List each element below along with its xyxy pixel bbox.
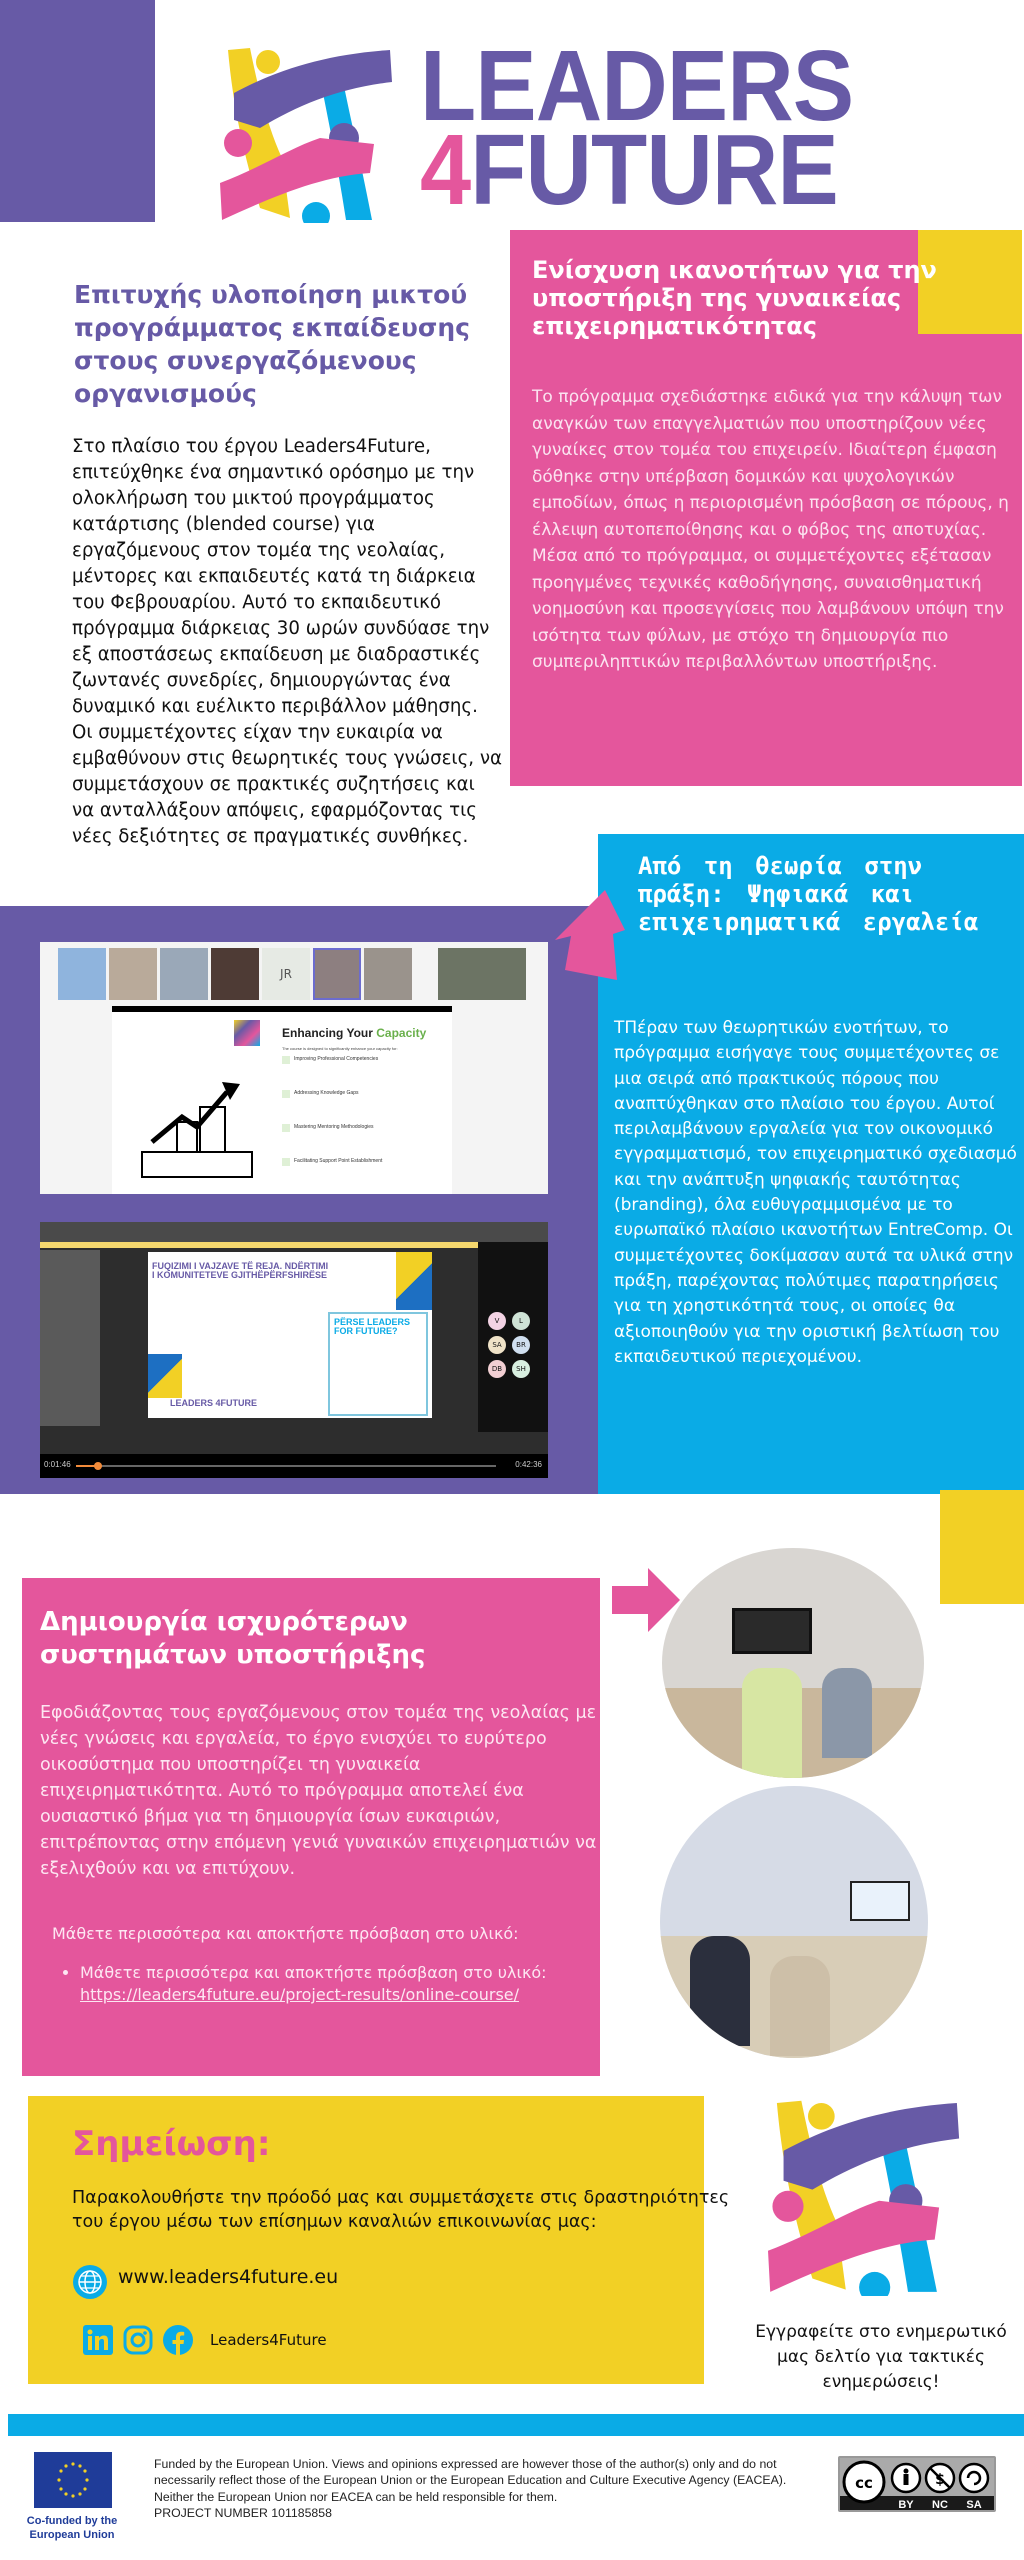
note-body: Παρακολουθήστε την πρόοδό μας και συμμετάσχετε στις δραστηριότητες του έργου μέσω των επίσημων καναλιών επικοινωνίας μας: <box>72 2188 730 2232</box>
leaders4future-logo-mark <box>768 2100 968 2296</box>
slide-items: Improving Professional Competencies Addressing Knowledge Gaps Mastering Mentoring Methodologies Facilitating Support Point Establishment <box>282 1056 442 1192</box>
time-elapsed: 0:01:46 <box>44 1460 71 1469</box>
capacity-body: Το πρόγραμμα σχεδιάστηκε ειδικά για την κάλυψη των αναγκών των επαγγελματιών που υποστηρίζουν νέες γυναίκες στον τομέα του επιχειρείν. Ιδιαίτερη έμφαση δόθηκε στην υπέρβαση δομικών και ψυχολογικών εμποδίων, όπως η περιορισμένη πρόσβαση σε πόρους, η έλλειψη αυτοπεποίθησης και ο φόβος της αποτυχίας. Μέσα από το πρόγραμμα, οι συμμετέχοντες εξέτασαν προηγμένες τεχνικές καθοδήγησης, συναισθηματική νοημοσύνη και προσεγγίσεις που λαμβάνουν υπόψη την ισότητα των φύλων, με στόχο τη δημιουργία πιο συμπεριληπτικών περιβαλλόντων υποστήριξης. <box>532 387 1009 672</box>
avatar: BR <box>512 1336 530 1354</box>
eu-cofunded-caption: Co-funded by the European Union <box>26 2515 118 2541</box>
footer-divider <box>8 2414 1024 2436</box>
project-number: PROJECT NUMBER 101185858 <box>154 2506 332 2521</box>
support-title: Δημιουργία ισχυρότερων συστημάτων υποστήριξης <box>40 1607 426 1670</box>
eu-flag-icon <box>34 2452 112 2508</box>
participant-tile <box>438 948 526 1000</box>
social-handle: Leaders4Future <box>210 2331 327 2349</box>
funding-disclaimer: Funded by the European Union. Views and opinions expressed are however those of the author(s) only and do not necessarily reflect those of the European Union or the European Education and Culture Executive Agency (EACEA). Neither the European Union nor EACEA can be held responsible for them. PROJECT NUMBER 101185858 <box>154 2456 814 2522</box>
svg-text:NC: NC <box>932 2499 948 2510</box>
social-links <box>82 2322 327 2358</box>
side-heading: PËRSE LEADERS FOR FUTURE? <box>334 1317 411 1336</box>
presentation-slide <box>148 1252 432 1418</box>
workshop-photo-1 <box>662 1548 924 1778</box>
globe-icon <box>72 2264 108 2300</box>
growth-illustration <box>122 1062 272 1182</box>
online-course-link[interactable]: https://leaders4future.eu/project-results/online-course/ <box>80 1985 520 2004</box>
slide-thumbnails <box>40 1250 100 1426</box>
logo-future: FUTURE <box>470 114 838 226</box>
participant-tile <box>58 948 106 1000</box>
slide-title: Enhancing Your Capacity <box>282 1026 427 1040</box>
tools-body: ΤΠέραν των θεωρητικών ενοτήτων, το πρόγραμμα εισήγαγε τους συμμετέχοντες σε μια σειρά από πρακτικούς πόρους που αναπτύχθηκαν στο πλαίσιο του έργου. Αυτοί περιλαμβάνουν εργαλεία για τον οικονομικό εγγραμματισμό, τον επιχειρηματικό σχεδιασμό και την ανάπτυξη ψηφιακής ταυτότητας (branding), όλα ευθυγραμμισμένα με το ευρωπαϊκό πλαίσιο ικανοτήτων EntreComp. Οι συμμετέχοντες δοκίμασαν αυτά τα υλικά στην πράξη, παρέχοντας πολύτιμες παρατηρήσεις για τη χρηστικότητά τους, οι οποίες θα αξιοποιηθούν για την οριστική βελτίωση του εκπαιδευτικού περιεχομένου. <box>614 1018 1017 1367</box>
avatar: L <box>512 1312 530 1330</box>
blended-course-title: Επιτυχής υλοποίηση μικτού προγράμματος εκπαίδευσης στους συνεργαζόμενους οργανισμούς <box>74 280 470 408</box>
svg-text:$: $ <box>935 2472 945 2488</box>
svg-text:SA: SA <box>966 2499 982 2510</box>
resource-list <box>58 1962 578 2006</box>
slide-intro: The course is designed to significantly enhance your capacity for: <box>282 1046 398 1051</box>
tv-screen <box>732 1608 812 1654</box>
support-body: Εφοδιάζοντας τους εργαζόμενους στον τομέα της νεολαίας με νέες γνώσεις και εργαλεία, το έργο ενισχύει το ευρύτερο οικοσύστημα που υποστηρίζει τη γυναικεία επιχειρηματικότητα. Αυτό το πρόγραμμα αποτελεί ένα ουσιαστικό βήμα για τη δημιουργία ίσων ευκαιριών, επιτρέποντας στην επόμενη γενιά γυναικών επιχειρηματιών να εξελιχθούν και να επιτύχουν. <box>40 1703 597 1879</box>
pink-arrow-icon <box>555 890 625 980</box>
logo-line-leaders: LEADERS <box>420 30 854 142</box>
video-progress-slider[interactable] <box>76 1465 496 1467</box>
learn-more-text: Μάθετε περισσότερα και αποκτήστε πρόσβαση στο υλικό: <box>52 1924 519 1943</box>
logo-line-4future <box>420 114 853 226</box>
facebook-icon[interactable] <box>162 2324 194 2356</box>
slide-logo: LEADERS 4FUTURE <box>170 1398 258 1408</box>
participant-tile <box>313 948 361 1000</box>
workshop-photo-2 <box>660 1786 928 2058</box>
avatar: DB <box>488 1360 506 1378</box>
svg-text:BY: BY <box>898 2499 914 2510</box>
tools-title: Από τη θεωρία στην πράξη: Ψηφιακά και επιχειρηματικά εργαλεία <box>638 852 979 936</box>
avatar: SA <box>488 1336 506 1354</box>
presentation-recording-screenshot <box>40 1222 548 1478</box>
slide <box>112 1012 452 1194</box>
participants-panel <box>478 1242 548 1432</box>
leaders4future-logo-text <box>420 30 854 226</box>
instagram-icon[interactable] <box>122 2324 154 2356</box>
cc-by-nc-sa-icon <box>840 2458 994 2510</box>
participant-initials: JR <box>262 948 310 1000</box>
logo-four: 4 <box>420 114 471 226</box>
avatar: V <box>488 1312 506 1330</box>
time-total: 0:42:36 <box>515 1460 542 1469</box>
linkedin-icon[interactable] <box>82 2324 114 2356</box>
list-item: • Μάθετε περισσότερα και αποκτήστε πρόσβαση στο υλικό: https://leaders4future.eu/project-results/online-course/ <box>80 1962 578 2006</box>
svg-text:cc: cc <box>855 2474 873 2492</box>
leaders4future-logo-mark <box>220 48 400 223</box>
online-meeting-screenshot <box>40 942 548 1194</box>
participant-tile <box>160 948 208 1000</box>
website-link[interactable]: www.leaders4future.eu <box>118 2266 339 2288</box>
video-player-bar <box>40 1454 548 1478</box>
participant-tile <box>109 948 157 1000</box>
participant-tile <box>364 948 412 1000</box>
decorative-yellow-square <box>940 1490 1024 1604</box>
logo-thumbnail <box>234 1020 260 1046</box>
capacity-title: Ενίσχυση ικανοτήτων για την υποστήριξη της γυναικείας επιχειρηματικότητας <box>532 256 937 340</box>
avatar: SH <box>512 1360 530 1378</box>
slide-heading: FUQIZIMI I VAJZAVE TË REJA. NDËRTIMI I KOMUNITETEVE GJITHËPËRFSHIRËSE <box>152 1261 329 1280</box>
notification-bar <box>40 1242 480 1248</box>
decorative-purple-block <box>0 0 155 222</box>
note-title: Σημείωση: <box>72 2124 271 2164</box>
newsletter-text: Εγγραφείτε στο ενημερωτικό μας δελτίο για τακτικές ενημερώσεις! <box>755 2322 1007 2392</box>
blended-course-body: Στο πλαίσιο του έργου Leaders4Future, επιτεύχθηκε ένα σημαντικό ορόσημο με την ολοκλήρωση του μικτού προγράμματος κατάρτισης (blended course) για εργαζόμενους στον τομέα της νεολαίας, μέντορες και εκπαιδευτές κατά τη διάρκεια του Φεβρουαρίου. Αυτό το εκπαιδευτικό πρόγραμμα διάρκειας 30 ωρών συνδύασε την εξ αποστάσεως εκπαίδευση με διαδραστικές ζωντανές συνεδρίες, δημιουργώντας ένα δυναμικό και ευέλικτο περιβάλλον μάθησης. Οι συμμετέχοντες είχαν την ευκαιρία να εμβαθύνουν στις θεωρητικές τους γνώσεις, να συμμετάσχουν σε πρακτικές συζητήσεις και να ανταλλάξουν απόψεις, εφαρμόζοντας τις νέες δεξιότητες σε πραγματικές συνθήκες. <box>72 436 502 847</box>
progress-thumb[interactable] <box>94 1462 102 1470</box>
participant-tile <box>211 948 259 1000</box>
tv-screen <box>850 1881 910 1921</box>
participant-strip <box>58 948 538 1000</box>
cc-license-badge <box>838 2456 996 2512</box>
